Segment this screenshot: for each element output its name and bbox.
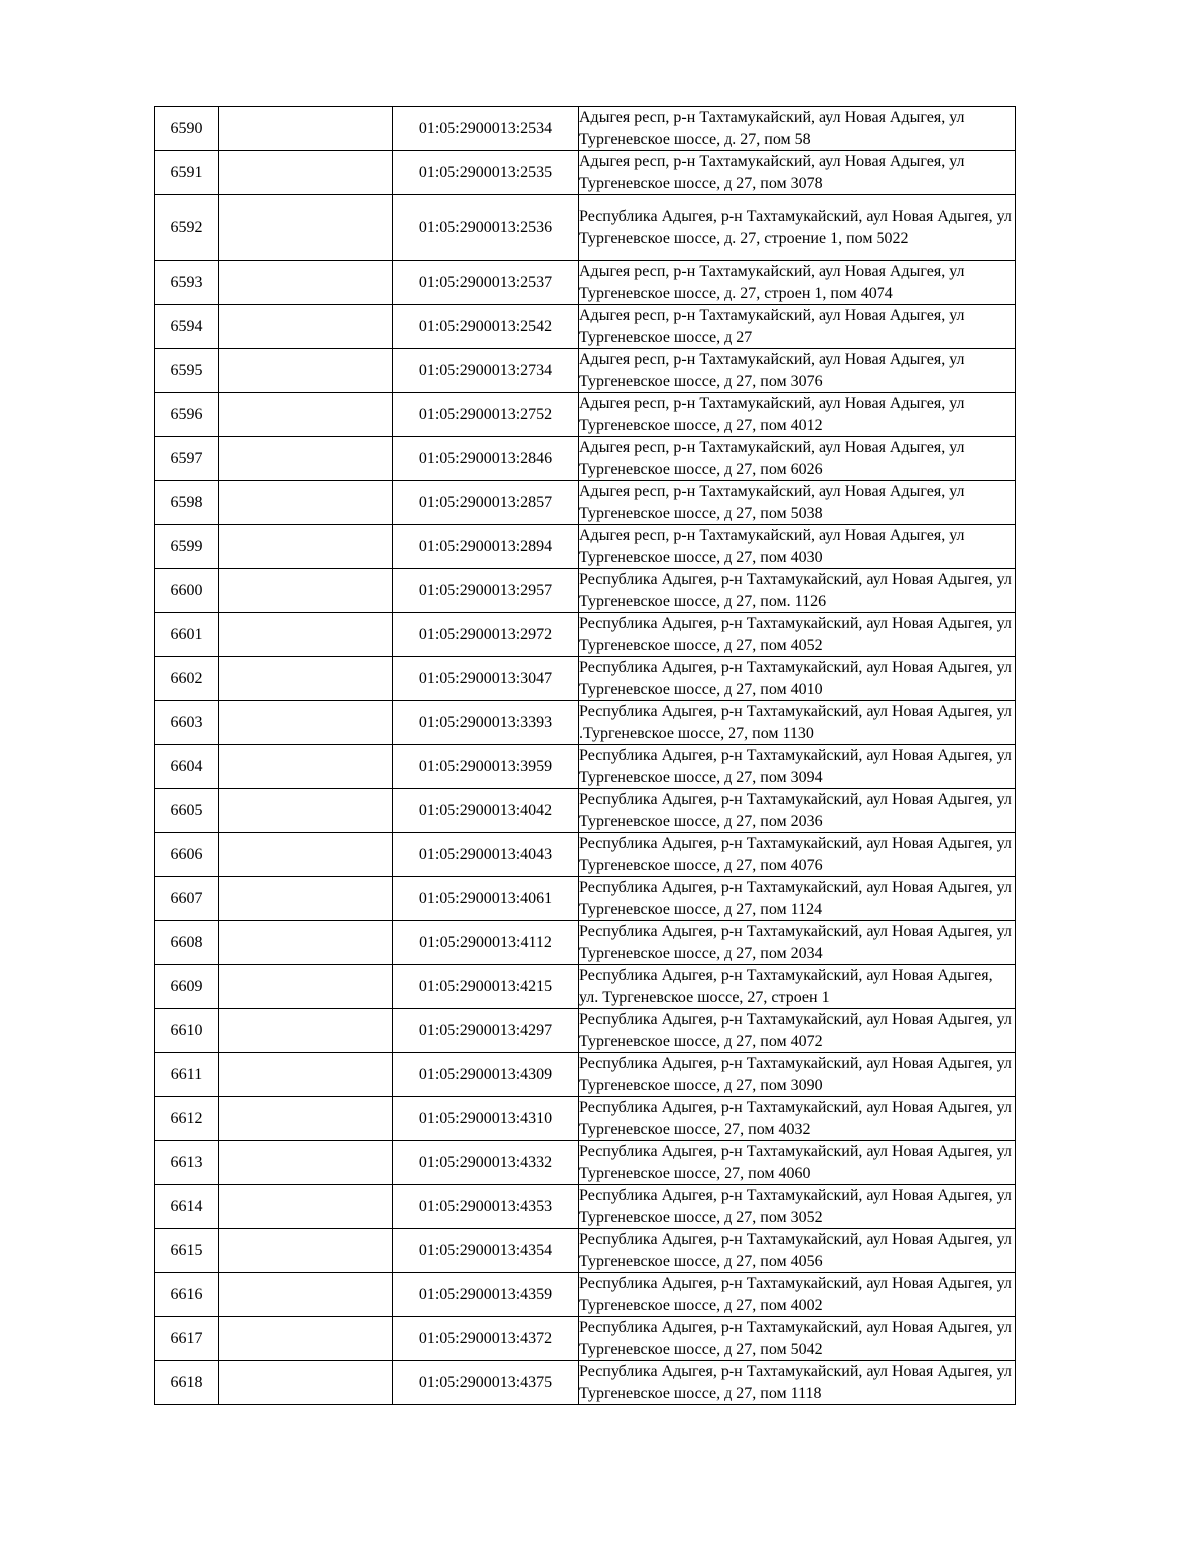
row-number-cell: 6590 [155,107,219,151]
table-row [155,789,1016,833]
table-row [155,151,1016,195]
table-row [155,1317,1016,1361]
table-row [155,1361,1016,1405]
row-number-cell: 6618 [155,1361,219,1405]
owner-cell [219,437,393,481]
owner-cell [219,1229,393,1273]
row-number-cell: 6608 [155,921,219,965]
cadastral-number-cell: 01:05:2900013:2857 [393,481,579,525]
owner-cell [219,261,393,305]
cadastral-number-cell: 01:05:2900013:4215 [393,965,579,1009]
owner-cell [219,965,393,1009]
cadastral-number-cell: 01:05:2900013:4375 [393,1361,579,1405]
cadastral-number-cell: 01:05:2900013:4332 [393,1141,579,1185]
table-row [155,1097,1016,1141]
address-cell: Адыгея респ, р-н Тахтамукайский, аул Новая Адыгея, ул Тургеневское шоссе, д. 27, строен 1, пом 4074 [579,261,1016,305]
table-row [155,305,1016,349]
address-cell: Республика Адыгея, р-н Тахтамукайский, аул Новая Адыгея, ул Тургеневское шоссе, д 27, пом 3090 [579,1053,1016,1097]
row-number-cell: 6591 [155,151,219,195]
owner-cell [219,569,393,613]
cadastral-number-cell: 01:05:2900013:2535 [393,151,579,195]
cadastral-number-cell: 01:05:2900013:2542 [393,305,579,349]
row-number-cell: 6592 [155,195,219,261]
row-number-cell: 6611 [155,1053,219,1097]
table-row [155,1053,1016,1097]
owner-cell [219,789,393,833]
row-number-cell: 6605 [155,789,219,833]
owner-cell [219,921,393,965]
cadastral-number-cell: 01:05:2900013:2894 [393,525,579,569]
owner-cell [219,1053,393,1097]
row-number-cell: 6610 [155,1009,219,1053]
table-row [155,833,1016,877]
owner-cell [219,1185,393,1229]
address-cell: Республика Адыгея, р-н Тахтамукайский, аул Новая Адыгея, ул Тургеневское шоссе, д 27, пом 4002 [579,1273,1016,1317]
row-number-cell: 6607 [155,877,219,921]
table-row [155,745,1016,789]
cadastral-number-cell: 01:05:2900013:3959 [393,745,579,789]
table-row [155,107,1016,151]
address-cell: Адыгея респ, р-н Тахтамукайский, аул Новая Адыгея, ул Тургеневское шоссе, д 27, пом 3078 [579,151,1016,195]
row-number-cell: 6596 [155,393,219,437]
cadastral-number-cell: 01:05:2900013:2846 [393,437,579,481]
row-number-cell: 6615 [155,1229,219,1273]
cadastral-number-cell: 01:05:2900013:2752 [393,393,579,437]
row-number-cell: 6599 [155,525,219,569]
address-cell: Республика Адыгея, р-н Тахтамукайский, аул Новая Адыгея, ул Тургеневское шоссе, 27, пом 4060 [579,1141,1016,1185]
owner-cell [219,1273,393,1317]
table-row [155,613,1016,657]
table-body [155,107,1016,1405]
row-number-cell: 6613 [155,1141,219,1185]
cadastral-number-cell: 01:05:2900013:2537 [393,261,579,305]
cadastral-number-cell: 01:05:2900013:4359 [393,1273,579,1317]
address-cell: Республика Адыгея, р-н Тахтамукайский, аул Новая Адыгея, ул Тургеневское шоссе, д 27, пом 4072 [579,1009,1016,1053]
cadastral-number-cell: 01:05:2900013:2534 [393,107,579,151]
table-row [155,261,1016,305]
row-number-cell: 6602 [155,657,219,701]
table-row [155,195,1016,261]
cadastral-number-cell: 01:05:2900013:4297 [393,1009,579,1053]
address-cell: Республика Адыгея, р-н Тахтамукайский, аул Новая Адыгея, ул Тургеневское шоссе, д. 27, строение 1, пом 5022 [579,195,1016,261]
property-registry-table [154,106,1016,1405]
table-row [155,481,1016,525]
row-number-cell: 6593 [155,261,219,305]
address-cell: Республика Адыгея, р-н Тахтамукайский, аул Новая Адыгея, ул Тургеневское шоссе, д 27, пом 4010 [579,657,1016,701]
cadastral-number-cell: 01:05:2900013:4061 [393,877,579,921]
row-number-cell: 6597 [155,437,219,481]
address-cell: Республика Адыгея, р-н Тахтамукайский, аул Новая Адыгея, ул Тургеневское шоссе, д 27, пом 5042 [579,1317,1016,1361]
address-cell: Адыгея респ, р-н Тахтамукайский, аул Новая Адыгея, ул Тургеневское шоссе, д 27, пом 6026 [579,437,1016,481]
cadastral-number-cell: 01:05:2900013:4353 [393,1185,579,1229]
table-row [155,1009,1016,1053]
address-cell: Республика Адыгея, р-н Тахтамукайский, аул Новая Адыгея, ул Тургеневское шоссе, д 27, пом 4052 [579,613,1016,657]
cadastral-number-cell: 01:05:2900013:2972 [393,613,579,657]
owner-cell [219,481,393,525]
row-number-cell: 6616 [155,1273,219,1317]
address-cell: Республика Адыгея, р-н Тахтамукайский, аул Новая Адыгея, ул. Тургеневское шоссе, 27, строен 1 [579,965,1016,1009]
row-number-cell: 6612 [155,1097,219,1141]
table-row [155,437,1016,481]
address-cell: Республика Адыгея, р-н Тахтамукайский, аул Новая Адыгея, ул Тургеневское шоссе, д 27, пом 3052 [579,1185,1016,1229]
table-row [155,965,1016,1009]
cadastral-number-cell: 01:05:2900013:4372 [393,1317,579,1361]
address-cell: Республика Адыгея, р-н Тахтамукайский, аул Новая Адыгея, ул Тургеневское шоссе, д 27, пом 1124 [579,877,1016,921]
row-number-cell: 6606 [155,833,219,877]
owner-cell [219,613,393,657]
owner-cell [219,1317,393,1361]
address-cell: Республика Адыгея, р-н Тахтамукайский, аул Новая Адыгея, ул Тургеневское шоссе, 27, пом 4032 [579,1097,1016,1141]
owner-cell [219,1361,393,1405]
table-row [155,921,1016,965]
cadastral-number-cell: 01:05:2900013:4309 [393,1053,579,1097]
row-number-cell: 6600 [155,569,219,613]
owner-cell [219,525,393,569]
table-row [155,1229,1016,1273]
address-cell: Адыгея респ, р-н Тахтамукайский, аул Новая Адыгея, ул Тургеневское шоссе, д 27 [579,305,1016,349]
cadastral-number-cell: 01:05:2900013:2536 [393,195,579,261]
owner-cell [219,1009,393,1053]
cadastral-number-cell: 01:05:2900013:4043 [393,833,579,877]
row-number-cell: 6594 [155,305,219,349]
row-number-cell: 6604 [155,745,219,789]
address-cell: Республика Адыгея, р-н Тахтамукайский, аул Новая Адыгея, ул Тургеневское шоссе, д 27, пом 1118 [579,1361,1016,1405]
table-row [155,349,1016,393]
table-row [155,525,1016,569]
address-cell: Республика Адыгея, р-н Тахтамукайский, аул Новая Адыгея, ул Тургеневское шоссе, д 27, пом 4056 [579,1229,1016,1273]
table-row [155,1141,1016,1185]
row-number-cell: 6598 [155,481,219,525]
address-cell: Адыгея респ, р-н Тахтамукайский, аул Новая Адыгея, ул Тургеневское шоссе, д 27, пом 4012 [579,393,1016,437]
row-number-cell: 6614 [155,1185,219,1229]
owner-cell [219,833,393,877]
address-cell: Республика Адыгея, р-н Тахтамукайский, аул Новая Адыгея, ул Тургеневское шоссе, д 27, пом 3094 [579,745,1016,789]
table-row [155,701,1016,745]
table-row [155,1185,1016,1229]
owner-cell [219,349,393,393]
table-row [155,393,1016,437]
owner-cell [219,151,393,195]
cadastral-number-cell: 01:05:2900013:4112 [393,921,579,965]
owner-cell [219,701,393,745]
cadastral-number-cell: 01:05:2900013:3047 [393,657,579,701]
table-row [155,877,1016,921]
address-cell: Республика Адыгея, р-н Тахтамукайский, аул Новая Адыгея, ул Тургеневское шоссе, д 27, пом 4076 [579,833,1016,877]
address-cell: Адыгея респ, р-н Тахтамукайский, аул Новая Адыгея, ул Тургеневское шоссе, д 27, пом 3076 [579,349,1016,393]
cadastral-number-cell: 01:05:2900013:3393 [393,701,579,745]
address-cell: Адыгея респ, р-н Тахтамукайский, аул Новая Адыгея, ул Тургеневское шоссе, д. 27, пом 58 [579,107,1016,151]
owner-cell [219,877,393,921]
address-cell: Адыгея респ, р-н Тахтамукайский, аул Новая Адыгея, ул Тургеневское шоссе, д 27, пом 5038 [579,481,1016,525]
table-row [155,1273,1016,1317]
cadastral-number-cell: 01:05:2900013:2957 [393,569,579,613]
cadastral-number-cell: 01:05:2900013:2734 [393,349,579,393]
owner-cell [219,657,393,701]
address-cell: Адыгея респ, р-н Тахтамукайский, аул Новая Адыгея, ул Тургеневское шоссе, д 27, пом 4030 [579,525,1016,569]
cadastral-number-cell: 01:05:2900013:4042 [393,789,579,833]
owner-cell [219,745,393,789]
table-row [155,569,1016,613]
address-cell: Республика Адыгея, р-н Тахтамукайский, аул Новая Адыгея, ул Тургеневское шоссе, д 27, пом 2034 [579,921,1016,965]
row-number-cell: 6617 [155,1317,219,1361]
owner-cell [219,1097,393,1141]
row-number-cell: 6603 [155,701,219,745]
address-cell: Республика Адыгея, р-н Тахтамукайский, аул Новая Адыгея, ул Тургеневское шоссе, д 27, пом. 1126 [579,569,1016,613]
owner-cell [219,1141,393,1185]
address-cell: Республика Адыгея, р-н Тахтамукайский, аул Новая Адыгея, ул .Тургеневское шоссе, 27, пом 1130 [579,701,1016,745]
owner-cell [219,107,393,151]
owner-cell [219,195,393,261]
cadastral-number-cell: 01:05:2900013:4354 [393,1229,579,1273]
table-row [155,657,1016,701]
row-number-cell: 6595 [155,349,219,393]
row-number-cell: 6609 [155,965,219,1009]
owner-cell [219,393,393,437]
owner-cell [219,305,393,349]
cadastral-number-cell: 01:05:2900013:4310 [393,1097,579,1141]
address-cell: Республика Адыгея, р-н Тахтамукайский, аул Новая Адыгея, ул Тургеневское шоссе, д 27, пом 2036 [579,789,1016,833]
row-number-cell: 6601 [155,613,219,657]
